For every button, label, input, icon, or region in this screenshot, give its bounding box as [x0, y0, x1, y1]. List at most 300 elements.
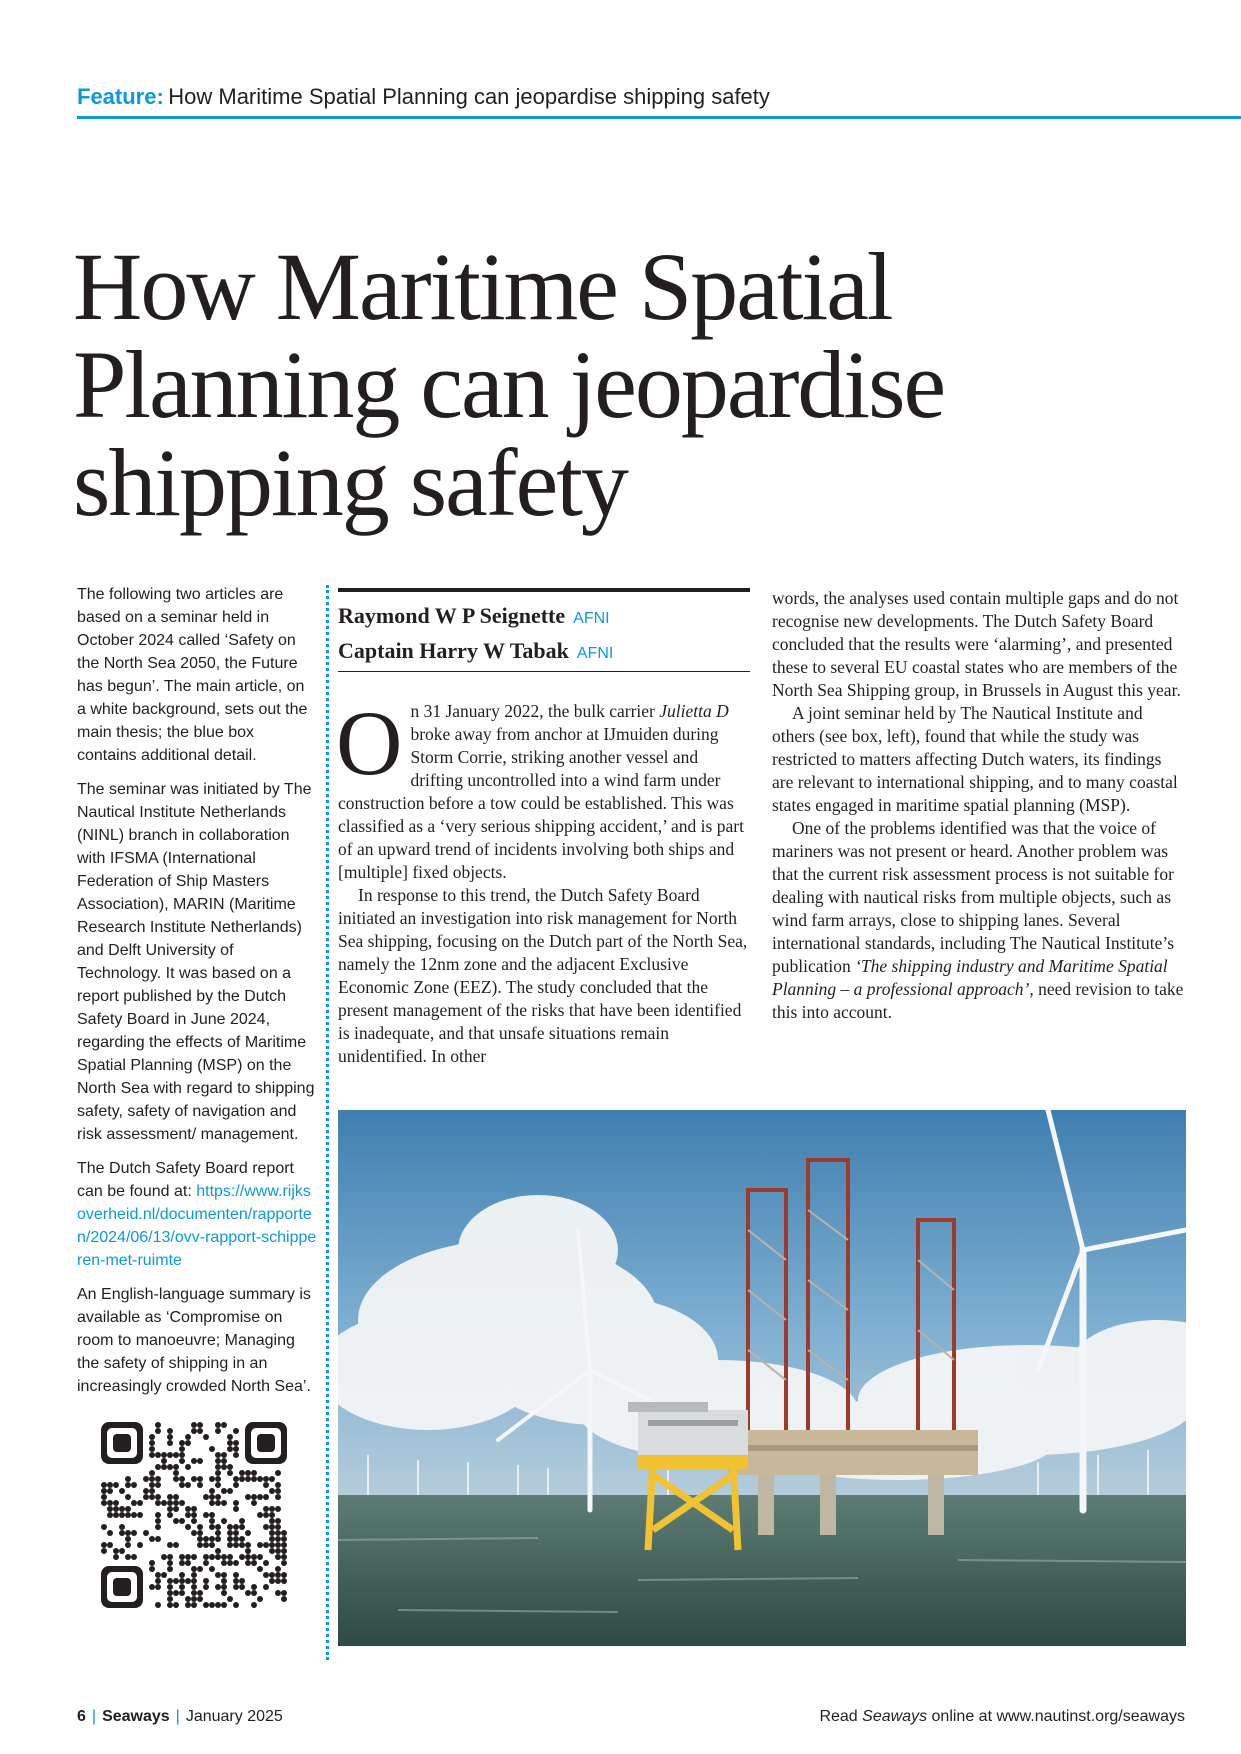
qr-module — [257, 1512, 263, 1518]
article-column-1 — [336, 692, 750, 1068]
qr-module — [251, 1584, 257, 1590]
qr-module — [233, 1584, 239, 1590]
qr-module — [281, 1590, 287, 1596]
qr-module — [221, 1584, 227, 1590]
qr-module — [221, 1488, 227, 1494]
qr-module — [161, 1464, 167, 1470]
qr-module — [227, 1524, 233, 1530]
footer-separator: | — [91, 1708, 97, 1725]
qr-module — [107, 1506, 113, 1512]
qr-module — [113, 1506, 119, 1512]
qr-module — [191, 1458, 197, 1464]
qr-module — [269, 1488, 275, 1494]
qr-module — [215, 1602, 221, 1608]
qr-module — [107, 1482, 113, 1488]
qr-module — [275, 1572, 281, 1578]
article-column-2 — [772, 587, 1187, 1024]
qr-module — [197, 1458, 203, 1464]
author-2-postnominal: AFNI — [576, 645, 614, 662]
drop-cap: O — [336, 692, 403, 794]
qr-module — [185, 1506, 191, 1512]
qr-module — [221, 1500, 227, 1506]
qr-module — [263, 1584, 269, 1590]
qr-module — [275, 1542, 281, 1548]
qr-module — [227, 1488, 233, 1494]
qr-module — [143, 1488, 149, 1494]
qr-module — [167, 1602, 173, 1608]
qr-module — [233, 1476, 239, 1482]
qr-module — [155, 1578, 161, 1584]
qr-module — [269, 1572, 275, 1578]
qr-module — [257, 1566, 263, 1572]
qr-module — [155, 1512, 161, 1518]
qr-module — [275, 1488, 281, 1494]
qr-code[interactable] — [101, 1422, 287, 1608]
qr-module — [113, 1554, 119, 1560]
qr-module — [227, 1464, 233, 1470]
qr-module — [185, 1434, 191, 1440]
qr-module — [149, 1536, 155, 1542]
qr-module — [269, 1524, 275, 1530]
article-paragraph-4: One of the problems identified was that the voice of mariners was not present or heard. Another problem was that the current risk assessment process is not suitable for dealing with nautical risks from multiple objects, such as wind farm arrays, close to shipping lanes. Several international standards, including The Nautical Institute’s publication ‘The shipping industry and Maritime Spatial Planning – a professional approach’, need revision to take this into account. — [772, 818, 1184, 1022]
qr-module — [233, 1440, 239, 1446]
qr-module — [179, 1446, 185, 1452]
qr-module — [275, 1482, 281, 1488]
qr-module — [173, 1500, 179, 1506]
qr-module — [215, 1422, 221, 1428]
qr-module — [179, 1482, 185, 1488]
qr-module — [119, 1548, 125, 1554]
qr-module — [155, 1572, 161, 1578]
qr-module — [125, 1506, 131, 1512]
qr-module — [197, 1566, 203, 1572]
qr-module — [239, 1542, 245, 1548]
qr-module — [275, 1554, 281, 1560]
qr-module — [155, 1536, 161, 1542]
qr-module — [245, 1476, 251, 1482]
qr-module — [269, 1506, 275, 1512]
qr-module — [149, 1476, 155, 1482]
qr-module — [113, 1482, 119, 1488]
qr-module — [269, 1530, 275, 1536]
qr-module — [185, 1482, 191, 1488]
qr-module — [107, 1488, 113, 1494]
qr-module — [191, 1578, 197, 1584]
qr-module — [257, 1494, 263, 1500]
qr-module — [131, 1554, 137, 1560]
qr-module — [263, 1524, 269, 1530]
qr-module — [215, 1524, 221, 1530]
qr-module — [191, 1572, 197, 1578]
qr-module — [119, 1524, 125, 1530]
qr-module — [263, 1572, 269, 1578]
qr-module — [185, 1596, 191, 1602]
qr-module — [149, 1446, 155, 1452]
qr-module — [257, 1476, 263, 1482]
qr-module — [227, 1440, 233, 1446]
qr-module — [179, 1578, 185, 1584]
qr-module — [233, 1452, 239, 1458]
qr-module — [251, 1590, 257, 1596]
qr-module — [227, 1542, 233, 1548]
qr-module — [275, 1470, 281, 1476]
qr-module — [101, 1542, 107, 1548]
report-link-intro: The Dutch Safety Board report can be found at: — [77, 1160, 294, 1200]
qr-module — [209, 1494, 215, 1500]
qr-module — [179, 1560, 185, 1566]
qr-module — [155, 1476, 161, 1482]
qr-module — [239, 1578, 245, 1584]
qr-module — [113, 1500, 119, 1506]
qr-module — [263, 1512, 269, 1518]
qr-module — [233, 1572, 239, 1578]
qr-module — [113, 1434, 131, 1452]
qr-module — [125, 1542, 131, 1548]
qr-module — [215, 1536, 221, 1542]
qr-module — [215, 1482, 221, 1488]
qr-module — [209, 1446, 215, 1452]
qr-module — [209, 1554, 215, 1560]
qr-module — [137, 1542, 143, 1548]
footer-read-online[interactable]: Read Seaways online at www.nautinst.org/seaways — [819, 1708, 1185, 1725]
qr-module — [155, 1422, 161, 1428]
qr-module — [215, 1494, 221, 1500]
qr-module — [233, 1446, 239, 1452]
qr-module — [167, 1566, 173, 1572]
qr-module — [257, 1542, 263, 1548]
qr-module — [233, 1542, 239, 1548]
qr-module — [197, 1428, 203, 1434]
qr-module — [275, 1536, 281, 1542]
qr-module — [215, 1500, 221, 1506]
qr-module — [125, 1512, 131, 1518]
qr-module — [227, 1560, 233, 1566]
qr-module — [209, 1488, 215, 1494]
qr-module — [263, 1560, 269, 1566]
qr-module — [167, 1554, 173, 1560]
qr-module — [173, 1494, 179, 1500]
article-paragraph-3: A joint seminar held by The Nautical Institute and others (see box, left), found that while the study was restricted to matters affecting Dutch waters, its findings are relevant to international shipping, and to many coastal states engaged in maritime spatial planning (MSP). — [772, 703, 1178, 815]
qr-module — [197, 1536, 203, 1542]
qr-module — [137, 1512, 143, 1518]
qr-module — [155, 1584, 161, 1590]
qr-module — [221, 1560, 227, 1566]
qr-module — [143, 1494, 149, 1500]
qr-module — [257, 1554, 263, 1560]
qr-module — [233, 1530, 239, 1536]
qr-module — [191, 1602, 197, 1608]
qr-module — [209, 1542, 215, 1548]
qr-module — [269, 1512, 275, 1518]
qr-module — [185, 1440, 191, 1446]
qr-module — [245, 1542, 251, 1548]
qr-module — [149, 1560, 155, 1566]
qr-module — [119, 1506, 125, 1512]
qr-module — [125, 1536, 131, 1542]
qr-module — [119, 1512, 125, 1518]
qr-module — [197, 1524, 203, 1530]
qr-module — [179, 1572, 185, 1578]
qr-module — [275, 1518, 281, 1524]
qr-module — [251, 1560, 257, 1566]
qr-module — [161, 1458, 167, 1464]
qr-module — [149, 1488, 155, 1494]
qr-module — [179, 1500, 185, 1506]
qr-module — [221, 1590, 227, 1596]
qr-module — [203, 1434, 209, 1440]
qr-module — [167, 1596, 173, 1602]
qr-module — [245, 1560, 251, 1566]
qr-module — [125, 1554, 131, 1560]
qr-module — [119, 1530, 125, 1536]
qr-module — [155, 1494, 161, 1500]
qr-module — [191, 1530, 197, 1536]
qr-module — [107, 1542, 113, 1548]
qr-module — [167, 1452, 173, 1458]
sidebar-paragraph-3 — [77, 1157, 317, 1272]
article-paragraph-2-continued: words, the analyses used contain multiple gaps and do not recognise new developments. The Dutch Safety Board concluded that the results were ‘alarming’, and presented these to several EU coastal states who are members of the North Sea Shipping group, in Brussels in August this year. — [772, 588, 1181, 700]
qr-module — [185, 1560, 191, 1566]
page-number: 6 — [77, 1708, 86, 1725]
qr-module — [197, 1476, 203, 1482]
intro-sidebar — [77, 583, 317, 1409]
qr-module — [221, 1572, 227, 1578]
article-paragraph-1: On 31 January 2022, the bulk carrier Julietta D broke away from anchor at IJmuiden during Storm Corrie, striking another vessel and drifting uncontrolled into a wind farm under construction before a tow could be established. This was classified as a ‘very serious shipping accident,’ and is part of an upward trend of incidents involving both ships and [multiple] fixed objects. — [336, 692, 744, 882]
qr-module — [215, 1470, 221, 1476]
qr-module — [155, 1428, 161, 1434]
qr-module — [209, 1524, 215, 1530]
qr-module — [167, 1584, 173, 1590]
article-paragraph-2: In response to this trend, the Dutch Safety Board initiated an investigation into risk management for North Sea shipping, focusing on the Dutch part of the North Sea, namely the 12nm zone and the adjacent Exclusive Economic Zone (EEZ). The study concluded that the present management of the risks that have been identified is inadequate, and that unsafe situations remain unidentified. In other — [338, 885, 748, 1066]
qr-module — [155, 1518, 161, 1524]
qr-module — [245, 1548, 251, 1554]
qr-module — [209, 1512, 215, 1518]
qr-module — [173, 1470, 179, 1476]
qr-module — [113, 1548, 119, 1554]
qr-module — [191, 1476, 197, 1482]
qr-module — [227, 1434, 233, 1440]
qr-module — [269, 1578, 275, 1584]
qr-module — [119, 1488, 125, 1494]
report-link[interactable]: https://www.rijksoverheid.nl/documenten/rapporten/2024/06/13/ovv-rapport-schipperen-met-ruimte — [77, 1183, 317, 1269]
qr-module — [203, 1542, 209, 1548]
sidebar-paragraph-2: The seminar was initiated by The Nautical Institute Netherlands (NINL) branch in collaboration with IFSMA (International Federation of Ship Masters Association), MARIN (Maritime Research Institute Netherlands) and Delft University of Technology. It was based on a report published by the Dutch Safety Board in June 2024, regarding the effects of Maritime Spatial Planning (MSP) on the North Sea with regard to shipping safety, safety of navigation and risk assessment/ management. — [77, 781, 315, 1143]
qr-module — [203, 1554, 209, 1560]
qr-module — [275, 1578, 281, 1584]
offshore-platform-photo — [338, 1110, 1186, 1646]
qr-module — [179, 1458, 185, 1464]
qr-module — [233, 1482, 239, 1488]
qr-module — [221, 1602, 227, 1608]
qr-module — [173, 1578, 179, 1584]
section-title: How Maritime Spatial Planning can jeopardise shipping safety — [168, 84, 770, 109]
qr-module — [131, 1530, 137, 1536]
qr-module — [239, 1470, 245, 1476]
qr-module — [215, 1584, 221, 1590]
qr-module — [101, 1500, 107, 1506]
qr-module — [203, 1560, 209, 1566]
qr-module — [263, 1494, 269, 1500]
qr-module — [173, 1464, 179, 1470]
qr-module — [167, 1560, 173, 1566]
qr-module — [281, 1548, 287, 1554]
qr-module — [233, 1500, 239, 1506]
qr-module — [173, 1452, 179, 1458]
qr-module — [179, 1518, 185, 1524]
qr-module — [167, 1440, 173, 1446]
qr-module — [221, 1518, 227, 1524]
qr-module — [185, 1602, 191, 1608]
qr-module — [191, 1518, 197, 1524]
qr-module — [131, 1482, 137, 1488]
qr-module — [209, 1536, 215, 1542]
qr-module — [281, 1536, 287, 1542]
qr-module — [215, 1458, 221, 1464]
qr-module — [251, 1476, 257, 1482]
qr-module — [281, 1596, 287, 1602]
footer-folio — [77, 1708, 283, 1726]
qr-module — [215, 1548, 221, 1554]
qr-module — [101, 1482, 107, 1488]
qr-module — [263, 1506, 269, 1512]
qr-module — [149, 1470, 155, 1476]
qr-module — [233, 1524, 239, 1530]
qr-module — [155, 1482, 161, 1488]
qr-module — [125, 1476, 131, 1482]
qr-module — [143, 1476, 149, 1482]
qr-module — [269, 1476, 275, 1482]
qr-module — [227, 1554, 233, 1560]
qr-module — [245, 1554, 251, 1560]
qr-module — [185, 1524, 191, 1530]
qr-module — [215, 1464, 221, 1470]
qr-module — [215, 1428, 221, 1434]
qr-module — [113, 1512, 119, 1518]
qr-module — [179, 1584, 185, 1590]
qr-module — [191, 1506, 197, 1512]
qr-module — [245, 1494, 251, 1500]
qr-module — [257, 1434, 275, 1452]
author-2 — [338, 635, 750, 670]
qr-module — [281, 1578, 287, 1584]
author-1-name: Raymond W P Seignette — [338, 603, 566, 628]
article-headline: How Maritime Spatial Planning can jeopardise shipping safety — [73, 233, 945, 536]
qr-module — [185, 1554, 191, 1560]
qr-module — [155, 1602, 161, 1608]
qr-module — [251, 1602, 257, 1608]
qr-module — [191, 1428, 197, 1434]
qr-module — [245, 1530, 251, 1536]
qr-module — [263, 1476, 269, 1482]
qr-module — [101, 1548, 107, 1554]
sidebar-paragraph-1: The following two articles are based on a seminar held in October 2024 called ‘Safety on the North Sea 2050, the Future has begun’. The main article, on a white background, sets out the main thesis; the blue box contains additional detail. — [77, 586, 308, 764]
sidebar-paragraph-4: An English-language summary is available as ‘Compromise on room to manoeuvre; Managing the safety of shipping in an increasingly crowded North Sea’. — [77, 1286, 311, 1395]
qr-module — [167, 1542, 173, 1548]
qr-module — [185, 1578, 191, 1584]
qr-module — [167, 1578, 173, 1584]
qr-module — [215, 1572, 221, 1578]
qr-module — [173, 1506, 179, 1512]
qr-module — [113, 1578, 131, 1596]
qr-module — [209, 1476, 215, 1482]
qr-module — [143, 1530, 149, 1536]
qr-module — [275, 1530, 281, 1536]
qr-module — [179, 1590, 185, 1596]
qr-module — [149, 1494, 155, 1500]
qr-module — [281, 1572, 287, 1578]
qr-module — [209, 1602, 215, 1608]
qr-module — [221, 1458, 227, 1464]
qr-module — [149, 1440, 155, 1446]
qr-module — [275, 1524, 281, 1530]
qr-module — [215, 1476, 221, 1482]
qr-module — [107, 1512, 113, 1518]
qr-module — [101, 1494, 107, 1500]
qr-module — [251, 1494, 257, 1500]
qr-module — [173, 1602, 179, 1608]
qr-module — [203, 1578, 209, 1584]
qr-module — [263, 1542, 269, 1548]
qr-module — [269, 1518, 275, 1524]
qr-module — [239, 1584, 245, 1590]
qr-module — [203, 1494, 209, 1500]
qr-module — [125, 1530, 131, 1536]
qr-module — [233, 1536, 239, 1542]
qr-module — [251, 1500, 257, 1506]
qr-module — [167, 1500, 173, 1506]
qr-module — [263, 1482, 269, 1488]
qr-module — [227, 1470, 233, 1476]
qr-module — [179, 1452, 185, 1458]
qr-module — [251, 1470, 257, 1476]
qr-module — [149, 1584, 155, 1590]
footer-separator: | — [175, 1708, 180, 1725]
qr-module — [227, 1536, 233, 1542]
qr-module — [209, 1500, 215, 1506]
qr-module — [191, 1554, 197, 1560]
qr-module — [239, 1524, 245, 1530]
byline-top-rule — [338, 588, 750, 592]
qr-module — [161, 1500, 167, 1506]
qr-module — [281, 1560, 287, 1566]
qr-module — [227, 1596, 233, 1602]
author-2-name: Captain Harry W Tabak — [338, 638, 569, 663]
qr-module — [275, 1566, 281, 1572]
qr-module — [167, 1434, 173, 1440]
qr-module — [179, 1554, 185, 1560]
section-kicker: Feature: — [77, 84, 164, 109]
qr-module — [167, 1464, 173, 1470]
qr-module — [203, 1602, 209, 1608]
qr-module — [215, 1554, 221, 1560]
qr-module — [233, 1428, 239, 1434]
qr-module — [191, 1584, 197, 1590]
magazine-name: Seaways — [102, 1708, 170, 1725]
qr-module — [185, 1464, 191, 1470]
qr-module — [191, 1596, 197, 1602]
qr-module — [149, 1482, 155, 1488]
qr-module — [233, 1602, 239, 1608]
qr-module — [149, 1452, 155, 1458]
qr-module — [191, 1566, 197, 1572]
qr-module — [197, 1590, 203, 1596]
qr-module — [155, 1524, 161, 1530]
qr-module — [245, 1470, 251, 1476]
qr-module — [149, 1566, 155, 1572]
qr-module — [275, 1548, 281, 1554]
qr-module — [215, 1530, 221, 1536]
qr-module — [179, 1476, 185, 1482]
